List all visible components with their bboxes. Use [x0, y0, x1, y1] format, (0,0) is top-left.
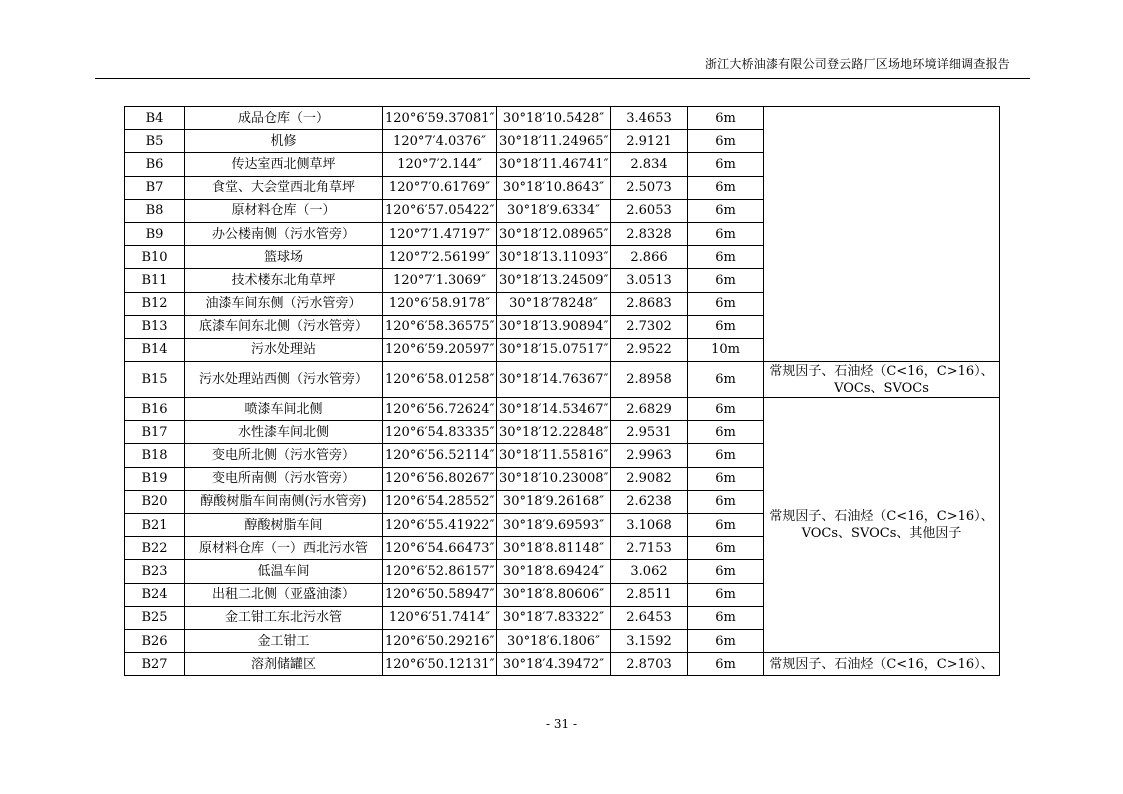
depth-cell: 6m — [688, 246, 764, 269]
depth-cell: 6m — [688, 269, 764, 292]
location-cell: 醇酸树脂车间 — [185, 514, 383, 537]
report-header-title: 浙江大桥油漆有限公司登云路厂区场地环境详细调查报告 — [704, 57, 1010, 71]
longitude-cell: 120°6′56.52114″ — [383, 444, 497, 467]
longitude-cell: 120°7′1.3069″ — [383, 269, 497, 292]
location-cell: 低温车间 — [185, 560, 383, 583]
sample-id-cell: B20 — [125, 490, 185, 513]
longitude-cell: 120°6′54.66473″ — [383, 537, 497, 560]
longitude-cell: 120°6′50.29216″ — [383, 629, 497, 652]
location-cell: 变电所南侧（污水管旁） — [185, 467, 383, 490]
sample-id-cell: B21 — [125, 514, 185, 537]
longitude-cell: 120°6′56.80267″ — [383, 467, 497, 490]
depth-cell: 6m — [688, 467, 764, 490]
sample-id-cell: B13 — [125, 315, 185, 338]
page-number: - 31 - — [545, 717, 577, 731]
sample-id-cell: B12 — [125, 292, 185, 315]
depth-cell: 6m — [688, 222, 764, 245]
sample-id-cell: B23 — [125, 560, 185, 583]
depth-cell: 6m — [688, 421, 764, 444]
sample-id-cell: B22 — [125, 537, 185, 560]
depth-cell: 6m — [688, 176, 764, 199]
longitude-cell: 120°6′54.83335″ — [383, 421, 497, 444]
table-body — [125, 107, 1000, 676]
latitude-cell: 30°18′9.69593″ — [497, 514, 611, 537]
location-cell: 喷漆车间北侧 — [185, 398, 383, 421]
longitude-cell: 120°7′2.144″ — [383, 153, 497, 176]
longitude-cell: 120°6′50.12131″ — [383, 653, 497, 676]
location-cell: 污水处理站 — [185, 338, 383, 361]
depth-cell: 6m — [688, 199, 764, 222]
sample-id-cell: B17 — [125, 421, 185, 444]
sample-id-cell: B4 — [125, 107, 185, 130]
depth-cell: 6m — [688, 444, 764, 467]
latitude-cell: 30°18′12.22848″ — [497, 421, 611, 444]
measured-value-cell: 2.6238 — [611, 490, 688, 513]
longitude-cell: 120°6′50.58947″ — [383, 583, 497, 606]
latitude-cell: 30°18′9.6334″ — [497, 199, 611, 222]
header-divider — [95, 78, 1030, 79]
latitude-cell: 30°18′78248″ — [497, 292, 611, 315]
location-cell: 醇酸树脂车间南侧(污水管旁) — [185, 490, 383, 513]
longitude-cell: 120°7′4.0376″ — [383, 130, 497, 153]
depth-cell: 6m — [688, 490, 764, 513]
latitude-cell: 30°18′12.08965″ — [497, 222, 611, 245]
latitude-cell: 30°18′14.76367″ — [497, 362, 611, 398]
sample-id-cell: B15 — [125, 362, 185, 398]
measured-value-cell: 2.6453 — [611, 606, 688, 629]
sample-id-cell: B8 — [125, 199, 185, 222]
longitude-cell: 120°6′58.36575″ — [383, 315, 497, 338]
measured-value-cell: 2.7153 — [611, 537, 688, 560]
latitude-cell: 30°18′11.24965″ — [497, 130, 611, 153]
measured-value-cell: 2.6053 — [611, 199, 688, 222]
sample-id-cell: B18 — [125, 444, 185, 467]
depth-cell: 6m — [688, 583, 764, 606]
depth-cell: 6m — [688, 606, 764, 629]
location-cell: 原材料仓库（一）西北污水管 — [185, 537, 383, 560]
sample-id-cell: B25 — [125, 606, 185, 629]
analysis-factors-cell — [764, 107, 1000, 362]
analysis-factors-cell: 常规因子、石油烃（C<16，C>16）、VOCs、SVOCs — [764, 362, 1000, 398]
measured-value-cell: 2.834 — [611, 153, 688, 176]
longitude-cell: 120°6′58.01258″ — [383, 362, 497, 398]
latitude-cell: 30°18′9.26168″ — [497, 490, 611, 513]
latitude-cell: 30°18′8.80606″ — [497, 583, 611, 606]
location-cell: 出租二北侧（亚盛油漆） — [185, 583, 383, 606]
measured-value-cell: 2.8703 — [611, 653, 688, 676]
measured-value-cell: 2.8683 — [611, 292, 688, 315]
latitude-cell: 30°18′14.53467″ — [497, 398, 611, 421]
location-cell: 篮球场 — [185, 246, 383, 269]
location-cell: 成品仓库（一） — [185, 107, 383, 130]
latitude-cell: 30°18′11.55816″ — [497, 444, 611, 467]
longitude-cell: 120°6′57.05422″ — [383, 199, 497, 222]
sample-id-cell: B9 — [125, 222, 185, 245]
depth-cell: 6m — [688, 315, 764, 338]
sample-id-cell: B27 — [125, 653, 185, 676]
location-cell: 传达室西北侧草坪 — [185, 153, 383, 176]
depth-cell: 6m — [688, 362, 764, 398]
longitude-cell: 120°6′51.7414″ — [383, 606, 497, 629]
measured-value-cell: 2.866 — [611, 246, 688, 269]
depth-cell: 6m — [688, 292, 764, 315]
location-cell: 食堂、大会堂西北角草坪 — [185, 176, 383, 199]
longitude-cell: 120°6′59.20597″ — [383, 338, 497, 361]
location-cell: 机修 — [185, 130, 383, 153]
measured-value-cell: 3.1592 — [611, 629, 688, 652]
location-cell: 油漆车间东侧（污水管旁） — [185, 292, 383, 315]
depth-cell: 6m — [688, 560, 764, 583]
sample-id-cell: B19 — [125, 467, 185, 490]
latitude-cell: 30°18′13.90894″ — [497, 315, 611, 338]
measured-value-cell: 3.4653 — [611, 107, 688, 130]
depth-cell: 10m — [688, 338, 764, 361]
sample-id-cell: B7 — [125, 176, 185, 199]
location-cell: 污水处理站西侧（污水管旁） — [185, 362, 383, 398]
sampling-points-table — [124, 106, 1000, 676]
sample-id-cell: B14 — [125, 338, 185, 361]
location-cell: 金工钳工东北污水管 — [185, 606, 383, 629]
latitude-cell: 30°18′8.69424″ — [497, 560, 611, 583]
measured-value-cell: 2.9522 — [611, 338, 688, 361]
longitude-cell: 120°7′1.47197″ — [383, 222, 497, 245]
depth-cell: 6m — [688, 629, 764, 652]
measured-value-cell: 2.8328 — [611, 222, 688, 245]
latitude-cell: 30°18′13.11093″ — [497, 246, 611, 269]
location-cell: 原材料仓库（一） — [185, 199, 383, 222]
sample-id-cell: B10 — [125, 246, 185, 269]
location-cell: 办公楼南侧（污水管旁） — [185, 222, 383, 245]
depth-cell: 6m — [688, 514, 764, 537]
longitude-cell: 120°7′2.56199″ — [383, 246, 497, 269]
measured-value-cell: 3.062 — [611, 560, 688, 583]
location-cell: 水性漆车间北侧 — [185, 421, 383, 444]
table-row — [125, 107, 1000, 130]
longitude-cell: 120°6′55.41922″ — [383, 514, 497, 537]
latitude-cell: 30°18′10.23008″ — [497, 467, 611, 490]
depth-cell: 6m — [688, 537, 764, 560]
latitude-cell: 30°18′11.46741″ — [497, 153, 611, 176]
latitude-cell: 30°18′10.5428″ — [497, 107, 611, 130]
measured-value-cell: 2.8511 — [611, 583, 688, 606]
latitude-cell: 30°18′7.83322″ — [497, 606, 611, 629]
latitude-cell: 30°18′10.8643″ — [497, 176, 611, 199]
longitude-cell: 120°6′58.9178″ — [383, 292, 497, 315]
measured-value-cell: 2.9121 — [611, 130, 688, 153]
analysis-factors-cell: 常规因子、石油烃（C<16，C>16）、 — [764, 653, 1000, 676]
longitude-cell: 120°6′52.86157″ — [383, 560, 497, 583]
location-cell: 变电所北侧（污水管旁） — [185, 444, 383, 467]
depth-cell: 6m — [688, 653, 764, 676]
measured-value-cell: 2.7302 — [611, 315, 688, 338]
latitude-cell: 30°18′4.39472″ — [497, 653, 611, 676]
measured-value-cell: 2.6829 — [611, 398, 688, 421]
depth-cell: 6m — [688, 130, 764, 153]
measured-value-cell: 2.8958 — [611, 362, 688, 398]
longitude-cell: 120°6′54.28552″ — [383, 490, 497, 513]
depth-cell: 6m — [688, 398, 764, 421]
longitude-cell: 120°6′56.72624″ — [383, 398, 497, 421]
sample-id-cell: B11 — [125, 269, 185, 292]
sample-id-cell: B5 — [125, 130, 185, 153]
sample-id-cell: B24 — [125, 583, 185, 606]
analysis-factors-cell: 常规因子、石油烃（C<16，C>16）、VOCs、SVOCs、其他因子 — [764, 398, 1000, 653]
sample-id-cell: B6 — [125, 153, 185, 176]
sample-id-cell: B26 — [125, 629, 185, 652]
latitude-cell: 30°18′15.07517″ — [497, 338, 611, 361]
table-row — [125, 398, 1000, 421]
latitude-cell: 30°18′8.81148″ — [497, 537, 611, 560]
measured-value-cell: 2.9963 — [611, 444, 688, 467]
longitude-cell: 120°6′59.37081″ — [383, 107, 497, 130]
table-row — [125, 653, 1000, 676]
sample-id-cell: B16 — [125, 398, 185, 421]
location-cell: 金工钳工 — [185, 629, 383, 652]
table-row — [125, 362, 1000, 398]
latitude-cell: 30°18′13.24509″ — [497, 269, 611, 292]
longitude-cell: 120°7′0.61769″ — [383, 176, 497, 199]
depth-cell: 6m — [688, 153, 764, 176]
measured-value-cell: 3.0513 — [611, 269, 688, 292]
measured-value-cell: 3.1068 — [611, 514, 688, 537]
location-cell: 技术楼东北角草坪 — [185, 269, 383, 292]
location-cell: 底漆车间东北侧（污水管旁） — [185, 315, 383, 338]
measured-value-cell: 2.9082 — [611, 467, 688, 490]
latitude-cell: 30°18′6.1806″ — [497, 629, 611, 652]
measured-value-cell: 2.9531 — [611, 421, 688, 444]
depth-cell: 6m — [688, 107, 764, 130]
location-cell: 溶剂储罐区 — [185, 653, 383, 676]
measured-value-cell: 2.5073 — [611, 176, 688, 199]
